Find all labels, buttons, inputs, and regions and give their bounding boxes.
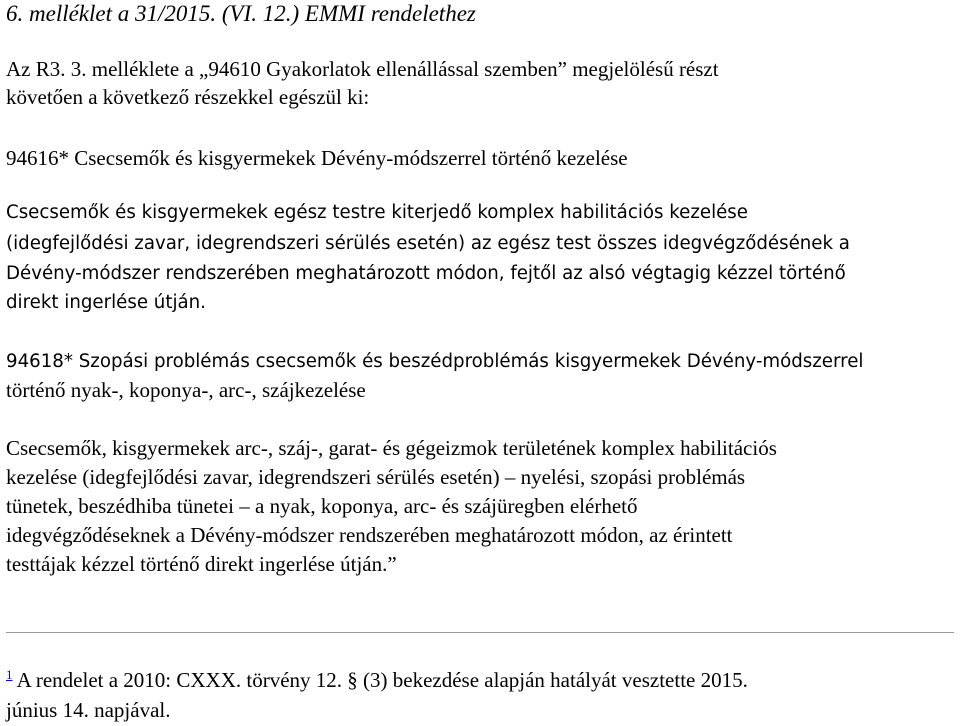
section-heading-line: történő nyak-, koponya-, arc-, szájkezelése [6,378,366,402]
section-heading: 94616* Csecsemők és kisgyermekek Dévény-módszerrel történő kezelése [6,146,628,170]
section-body-line: direkt ingerlése útján. [6,292,206,313]
section-heading-line: 94618* Szopási problémás csecsemők és beszédproblémás kisgyermekek Dévény-módszerrel [6,351,864,372]
intro-line: Az R3. 3. melléklete a „94610 Gyakorlatok ellenállással szemben” megjelölésű részt [6,57,719,81]
section-body-line: testtájak kézzel történő direkt ingerlése útján.” [6,552,397,576]
section-body-line: kezelése (idegfejlődési zavar, idegrendszeri sérülés esetén) – nyelési, szopási problémás [6,465,746,489]
intro-line: követően a következő részekkel egészül ki: [6,85,370,109]
footnote-line: június 14. napjával. [6,698,171,722]
section-body-line: Csecsemők, kisgyermekek arc-, száj-, garat- és gégeizmok területének komplex habilitációs [6,436,777,460]
section-body-line: tünetek, beszédhiba tünetei – a nyak, koponya, arc- és szájüregben elérhető [6,494,638,518]
page-title: 6. melléklet a 31/2015. (VI. 12.) EMMI rendelethez [6,1,476,26]
section-body-line: idegvégződéseknek a Dévény-módszer rendszerében meghatározott módon, az érintett [6,523,733,547]
footnote-divider [6,632,954,633]
section-body-line: Csecsemők és kisgyermekek egész testre kiterjedő komplex habilitációs kezelése [6,202,748,223]
footnote-marker-link[interactable]: 1 [6,667,13,682]
footnote-line [6,666,748,694]
section-body-line: Dévény-módszer rendszerében meghatározott módon, fejtől az alsó végtagig kézzel történő [6,263,846,284]
section-body-line: (idegfejlődési zavar, idegrendszeri sérülés esetén) az egész test összes idegvégződésének a [6,233,850,254]
footnote-text: A rendelet a 2010: CXXX. törvény 12. § (3) bekezdése alapján hatályát vesztette 2015. [16,668,748,692]
